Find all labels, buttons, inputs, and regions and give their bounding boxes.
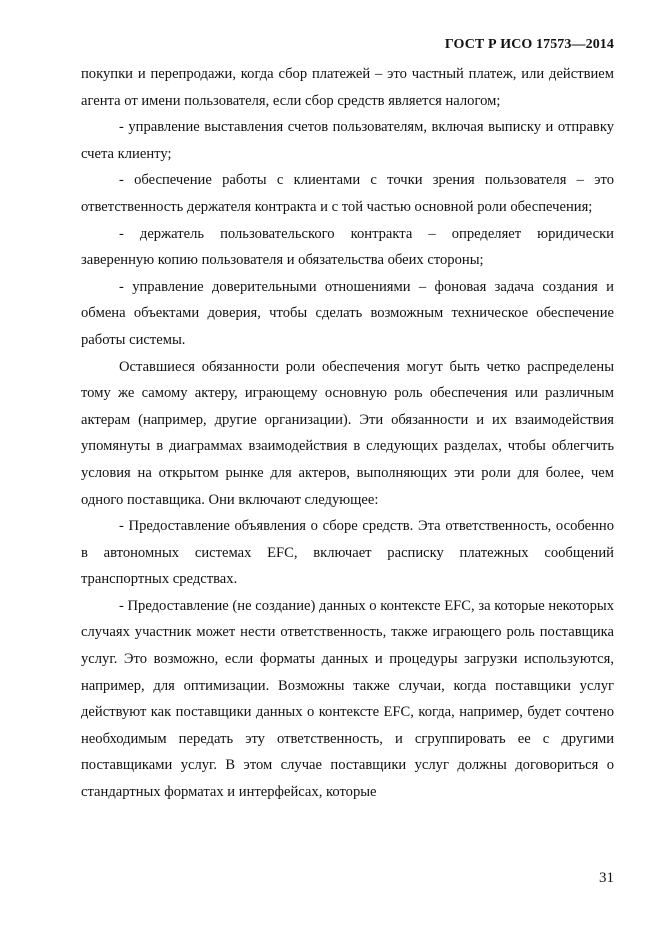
page-number: 31	[599, 870, 614, 886]
list-item-customer-service: - обеспечение работы с клиентами с точки зрения пользователя – это ответственность держателя контракта и с той частью основной роли обеспечения;	[81, 172, 614, 215]
list-item-billing: - управление выставления счетов пользователям, включая выписку и отправку счета клиенту;	[81, 119, 614, 162]
list-item-trust-management: - управление доверительными отношениями – фоновая задача создания и обмена объектами доверия, чтобы сделать возможным техническое обеспечение работы системы.	[81, 278, 614, 348]
list-item-contract-holder: - держатель пользовательского контракта – определяет юридически заверенную копию пользователя и обязательства обеих стороны;	[81, 225, 614, 269]
paragraph-remaining-duties: Оставшиеся обязанности роли обеспечения могут быть четко распределены тому же самому актеру, играющему основную роль обеспечения или различным актерам (например, другие организации). Эти обязанности и их взаимодействия упомянуты в диаграммах взаимодействия в следующих разделах, чтобы облегчить условия на открытом рынке для актеров, выполняющих эти роли для более, чем одного поставщика. Они включают следующее:	[81, 358, 614, 508]
list-item-toll-declaration: - Предоставление объявления о сборе средств. Эта ответственность, особенно в автономных системах EFC, включает расписку платежных сообщений транспортных средствах.	[81, 518, 614, 588]
list-item-context-data: - Предоставление (не создание) данных о контексте EFC, за которые некоторых случаях участник может нести ответственность, также играющего роль поставщика услуг. Это возможно, если форматы данных и процедуры загрузки используются, например, для оптимизации. Возможны также случаи, когда поставщики услуг действуют как поставщики данных о контексте EFC, когда, например, будет сочтено необходимым передать эту ответственность, и сгруппировать ее с другими поставщиками услуг. В этом случае поставщики услуг должны договориться о стандартных форматах и интерфейсах, которые	[81, 597, 614, 801]
paragraph-continuation: покупки и перепродажи, когда сбор платежей – это частный платеж, или действием агента от имени пользователя, если сбор средств является налогом;	[81, 66, 614, 109]
page-header: ГОСТ Р ИСО 17573—2014	[444, 37, 614, 52]
body-text	[81, 61, 614, 806]
